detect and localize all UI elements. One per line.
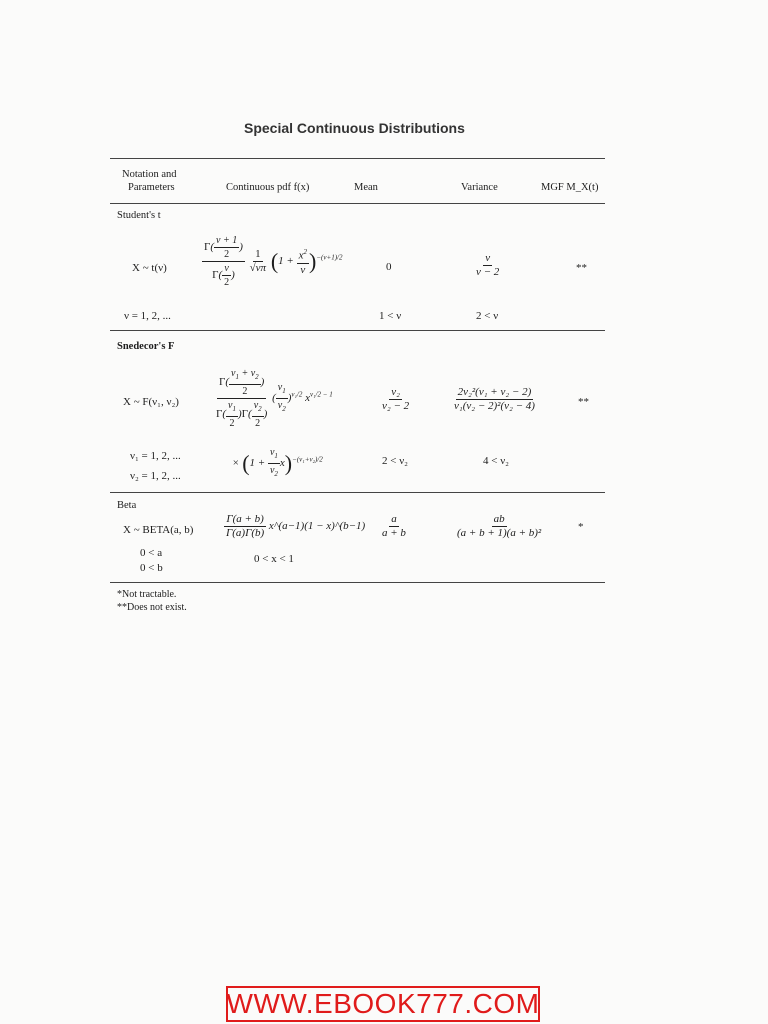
f-variance-num: 2ν₂²(ν₁ + ν₂ − 2)	[457, 386, 532, 398]
t-variance-num: ν	[485, 252, 491, 264]
f-mean	[380, 386, 411, 413]
footnote-does-not-exist: **Does not exist.	[117, 602, 187, 613]
t-params: ν = 1, 2, ...	[124, 310, 171, 322]
f-variance	[452, 386, 537, 413]
f-mean-den: ν₂ − 2	[382, 400, 410, 412]
f-notation: X ~ F(ν₁, ν₂)	[123, 396, 179, 408]
header-mgf: MGF M_X(t)	[541, 182, 599, 193]
page-title: Special Continuous Distributions	[244, 120, 465, 136]
beta-mgf: *	[578, 521, 584, 533]
t-variance-den: ν − 2	[476, 266, 500, 278]
header-variance: Variance	[461, 182, 498, 193]
section-students-t: Student's t	[117, 210, 161, 221]
table-bottom-rule	[110, 582, 605, 583]
f-params-2: ν₂ = 1, 2, ...	[130, 470, 181, 482]
t-variance-cond: 2 < ν	[476, 310, 499, 322]
beta-support: 0 < x < 1	[254, 553, 294, 565]
ebook-watermark: WWW.EBOOK777.COM	[226, 986, 540, 1022]
table-top-rule	[110, 158, 605, 159]
header-rule	[110, 203, 605, 204]
beta-notation: X ~ BETA(a, b)	[123, 524, 194, 536]
beta-pdf-formula	[224, 513, 365, 540]
f-pdf-tail: × (1 + $\frac{\nu_1}{\nu_2}$ x)$^{-(\nu_1+\nu_2)/2}$	[232, 447, 323, 478]
t-mean-cond: 1 < ν	[379, 310, 402, 322]
t-pdf-formula: Γ( $\frac{\nu + 1}{2}$ ) Γ( $\frac{\nu}{2}$ ) $\frac{1}{√\nu\pi}$ (1 + $\frac{x^2}{\nu}$ )$^{-(\nu+1)/2}$	[204, 235, 343, 288]
f-variance-den: ν₁(ν₂ − 2)²(ν₂ − 4)	[454, 400, 535, 412]
beta-variance-num: ab	[493, 513, 505, 525]
t-notation: X ~ t(ν)	[132, 262, 167, 274]
f-mean-num: ν₂	[391, 386, 400, 398]
beta-pdf-den: Γ(a)Γ(b)	[226, 527, 265, 539]
beta-param-a: 0 < a	[140, 547, 163, 559]
f-mgf: **	[578, 396, 589, 408]
footnote-not-tractable: *Not tractable.	[117, 589, 177, 600]
f-mean-cond: 2 < ν₂	[382, 455, 409, 467]
beta-mean-num: a	[391, 513, 397, 525]
beta-variance	[455, 513, 543, 540]
section-beta: Beta	[117, 500, 137, 511]
row-rule-f	[110, 492, 605, 493]
beta-pdf-tail: x^(a−1)(1 − x)^(b−1)	[268, 520, 366, 533]
beta-pdf-num: Γ(a + b)	[226, 513, 264, 525]
f-pdf-formula: Γ( $\frac{\nu_1 + \nu_2}{2}$ ) Γ( $\frac{\nu_1}{2}$ )Γ( $\frac{\nu_2}{2}$ ) ( $\frac{\nu_1}{\nu_2}$ )$^{\nu_1/2}$ $x^{\nu_1/2 - 1}$	[216, 368, 333, 429]
beta-variance-den: (a + b + 1)(a + b)²	[457, 527, 542, 539]
f-params-1: ν₁ = 1, 2, ...	[130, 450, 181, 462]
f-variance-cond: 4 < ν₂	[483, 455, 510, 467]
header-notation: Notation and	[122, 169, 177, 180]
t-mgf: **	[576, 262, 587, 274]
beta-mean-den: a + b	[382, 527, 406, 539]
header-parameters: Parameters	[128, 182, 175, 193]
t-variance	[474, 252, 501, 279]
header-mean: Mean	[354, 182, 378, 193]
t-mean: 0	[386, 261, 392, 273]
header-pdf: Continuous pdf f(x)	[226, 182, 310, 193]
beta-mean	[380, 513, 408, 540]
beta-param-b: 0 < b	[140, 562, 163, 574]
row-rule-t	[110, 330, 605, 331]
section-snedecor-f: Snedecor's F	[117, 341, 175, 352]
